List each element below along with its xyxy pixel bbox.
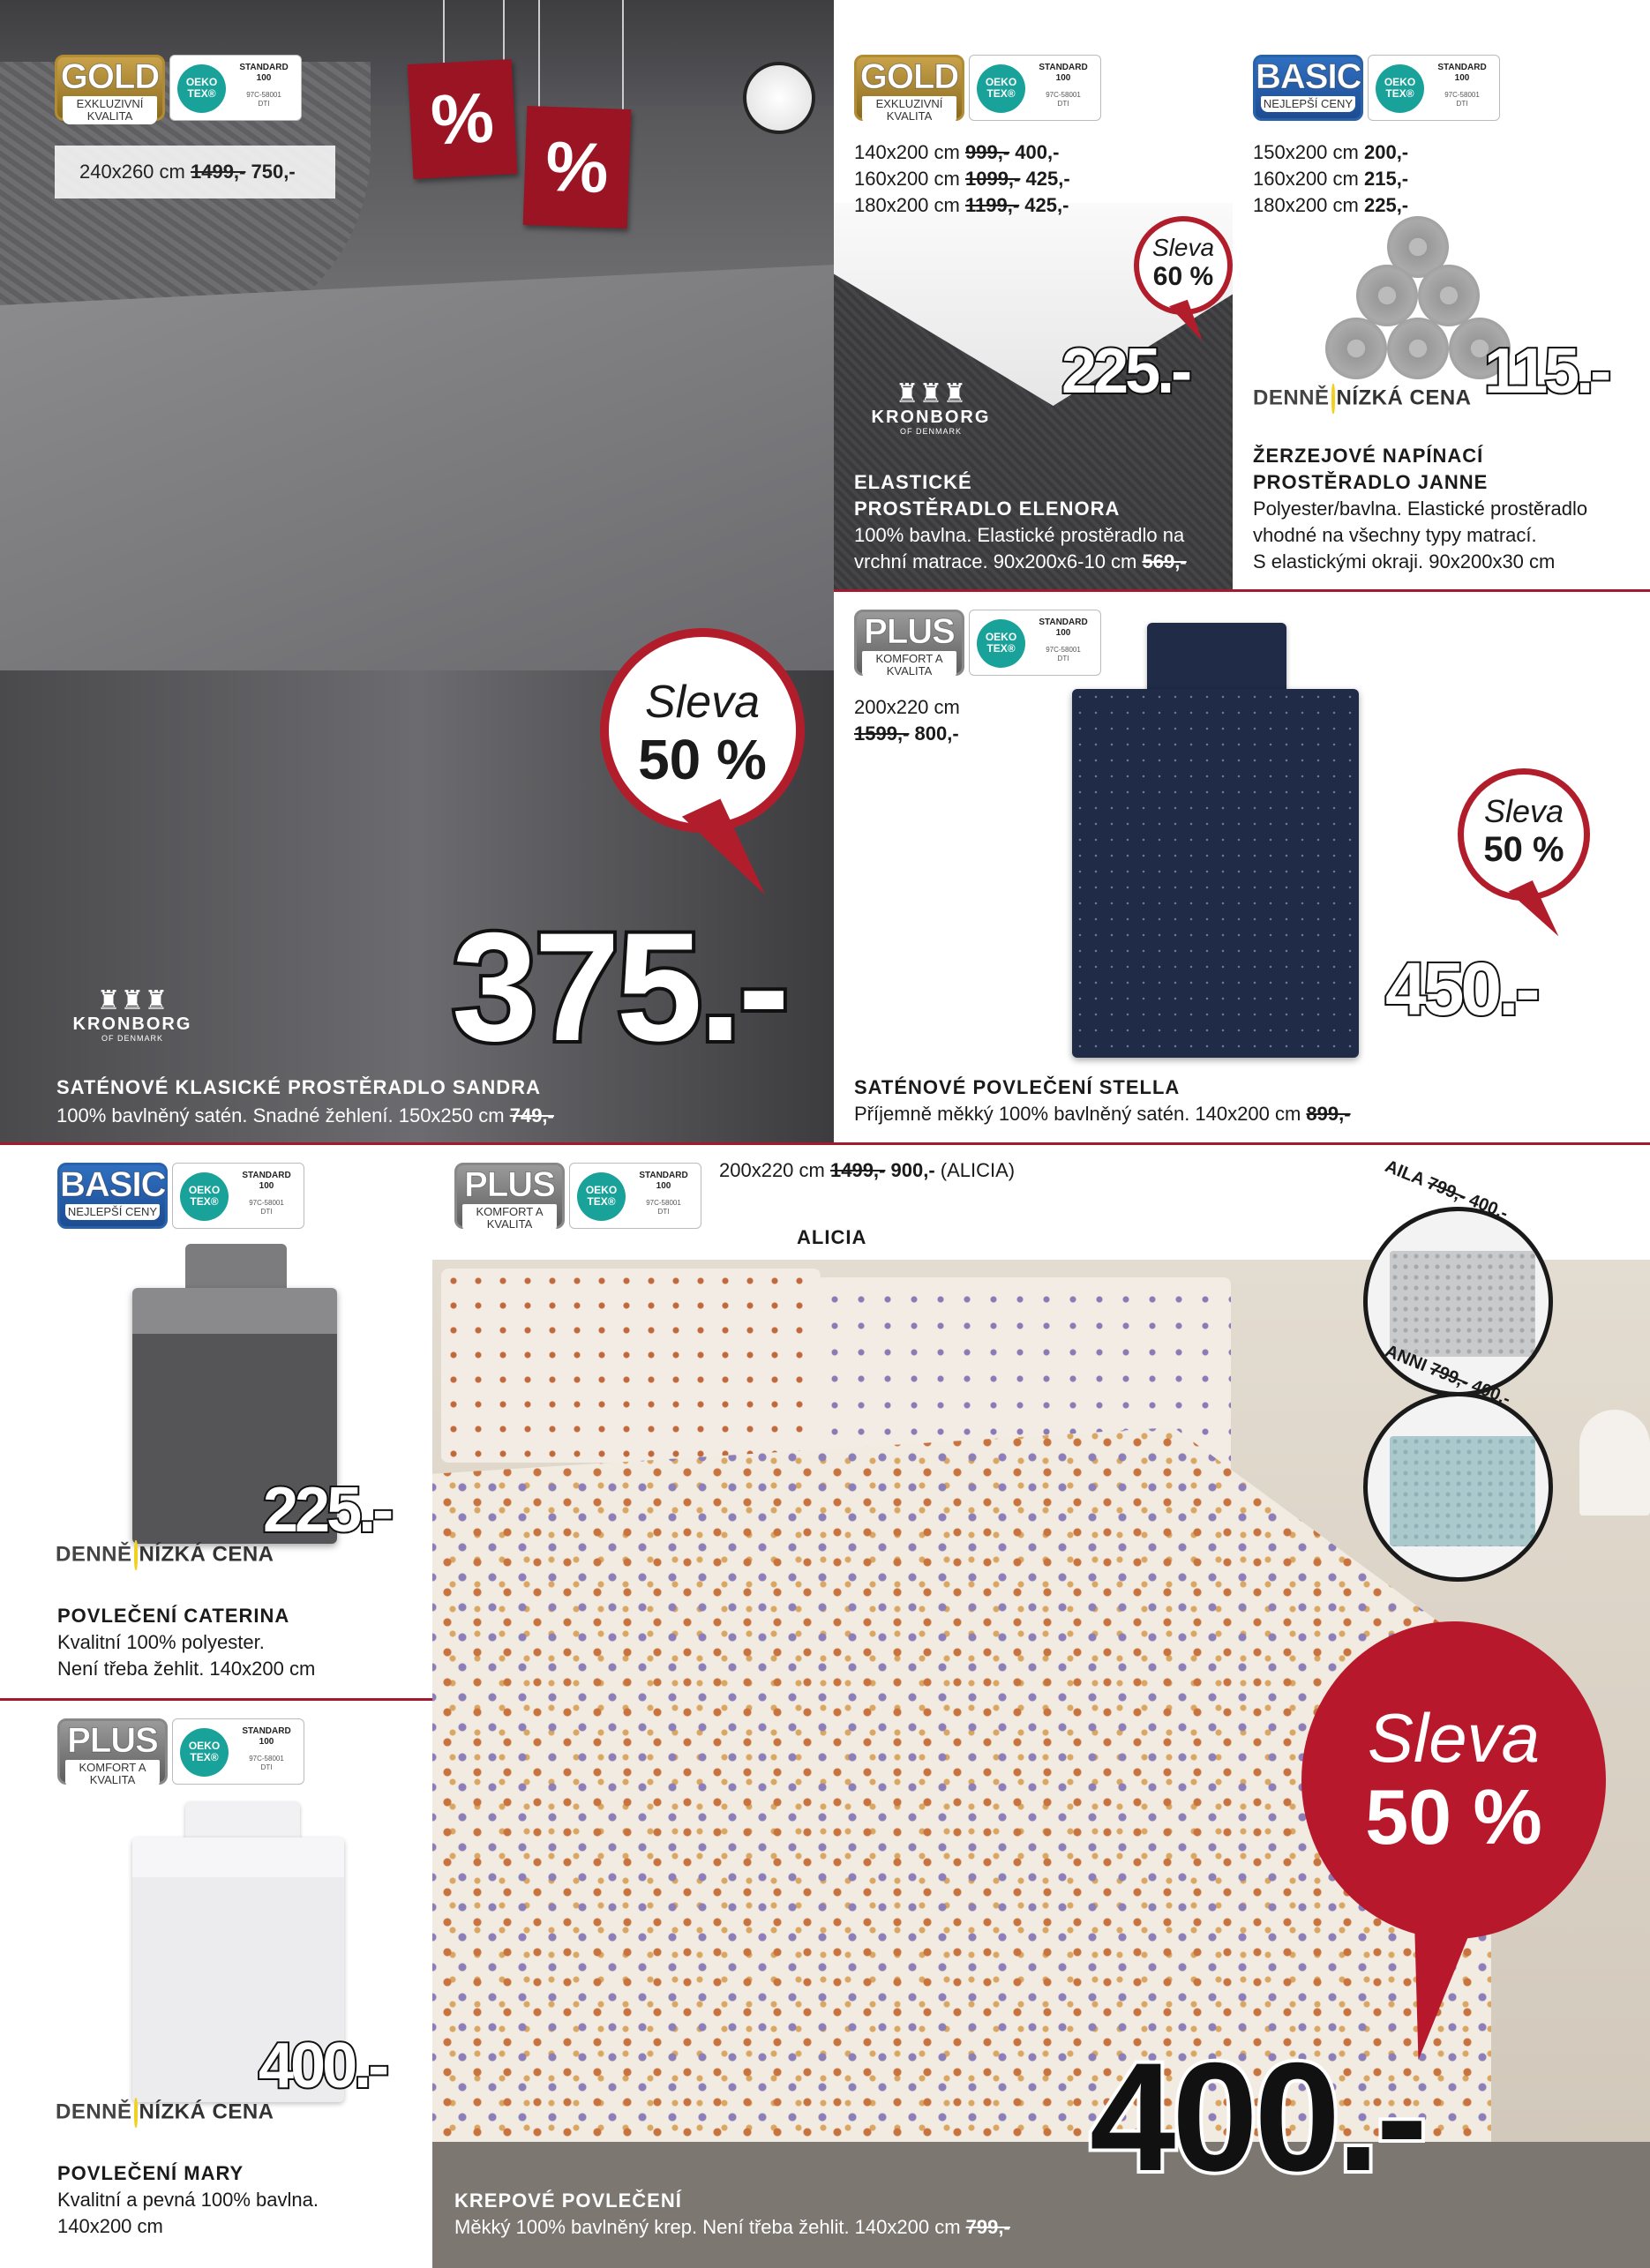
big-price: 225.-: [1061, 336, 1189, 407]
discount-bubble: Sleva 60 %: [1134, 216, 1233, 315]
size-price-row: 180x200 cm 225,-: [1253, 194, 1409, 216]
product-title: SATÉNOVÉ KLASICKÉ PROSTĚRADLO SANDRA: [56, 1076, 541, 1098]
size-price-row: 200x220 cm 1499,- 900,- (ALICIA): [719, 1159, 1016, 1181]
plus-quality-badge: PLUS KOMFORT A KVALITA: [454, 1163, 565, 1229]
yellow-arc-icon: [134, 2098, 138, 2128]
oeko-tex-logo-icon: OEKO TEX®: [180, 1728, 229, 1777]
old-price: 1599,-: [854, 722, 910, 745]
rolled-sheets-image: [1325, 216, 1511, 384]
anni-variant-circle: [1363, 1392, 1553, 1582]
aila-variant-circle: [1363, 1207, 1553, 1396]
oeko-tex-label: OEKO TEX® STANDARD 100 97C-58001 DTI: [1368, 55, 1500, 121]
size-price-row: 160x200 cm 1099,- 425,-: [854, 168, 1070, 190]
oeko-tex-label: OEKO TEX® STANDARD 100 97C-58001 DTI: [569, 1163, 701, 1229]
product-description: Není třeba žehlit. 140x200 cm: [57, 1658, 316, 1680]
size-text: 240x260 cm: [79, 161, 185, 183]
tag-string: [443, 0, 445, 64]
product-description: Kvalitní a pevná 100% bavlna.: [57, 2189, 319, 2211]
big-price: 400.-: [1090, 2032, 1424, 2204]
panel-stella: [834, 592, 1650, 1142]
denne-nizka-cena-logo: DENNĚ NÍZKÁ CENA: [56, 2098, 274, 2128]
denne-nizka-cena-logo: DENNĚ NÍZKÁ CENA: [56, 1540, 274, 1570]
product-description: 100% bavlněný satén. Snadné žehlení. 150x250 cm 749,-: [56, 1104, 554, 1127]
basic-quality-badge: BASIC NEJLEPŠÍ CENY: [1253, 55, 1363, 121]
oeko-tex-logo-icon: OEKO TEX®: [180, 1172, 229, 1221]
panel-janne: [1233, 0, 1650, 589]
oeko-tex-label: OEKO TEX® STANDARD 100 97C-58001 DTI: [969, 610, 1101, 676]
product-description: S elastickými okraji. 90x200x30 cm: [1253, 550, 1556, 573]
panel-alicia: [432, 1145, 1650, 2268]
product-description: Příjemně měkký 100% bavlněný satén. 140x200 cm 899,-: [854, 1103, 1351, 1125]
product-title: SATÉNOVÉ POVLEČENÍ STELLA: [854, 1076, 1181, 1098]
lamp-image: [1579, 1410, 1650, 1516]
oeko-tex-logo-icon: OEKO TEX®: [1376, 64, 1424, 113]
old-price: 1499,-: [829, 1159, 886, 1181]
anni-duvet-image: [1390, 1436, 1535, 1546]
kronborg-logo: ♜♜♜ KRONBORG OF DENMARK: [53, 988, 212, 1043]
new-price: 800,-: [914, 722, 959, 745]
denne-nizka-cena-logo: DENNĚ NÍZKÁ CENA: [1253, 384, 1472, 414]
plus-quality-badge: PLUS KOMFORT A KVALITA: [57, 1718, 168, 1785]
size-price-row: 180x200 cm 1199,- 425,-: [854, 194, 1069, 216]
old-price: 799,-: [965, 2216, 1010, 2238]
product-description: 100% bavlna. Elastické prostěradlo na: [854, 524, 1185, 546]
tag-string: [622, 0, 624, 115]
size-price-row: 150x200 cm 200,-: [1253, 141, 1409, 163]
percent-tag-icon: %: [523, 106, 632, 228]
panel-caterina: [0, 1145, 432, 1698]
panel-sandra: [0, 0, 834, 1142]
plus-quality-badge: PLUS KOMFORT A KVALITA: [854, 610, 964, 676]
big-price: 225.-: [263, 1475, 391, 1546]
discount-bubble: Sleva 50 %: [600, 628, 805, 833]
old-price: 899,-: [1306, 1103, 1351, 1125]
big-price: 450.-: [1385, 947, 1537, 1030]
oeko-tex-label: OEKO TEX® STANDARD 100 97C-58001 DTI: [169, 55, 302, 121]
gold-quality-badge: GOLD EXKLUZIVNÍ KVALITA: [854, 55, 964, 121]
product-description: vrchní matrace. 90x200x6-10 cm 569,-: [854, 550, 1187, 573]
basic-quality-badge: BASIC NEJLEPŠÍ CENY: [57, 1163, 168, 1229]
yellow-arc-icon: [134, 1540, 138, 1570]
oeko-tex-logo-icon: OEKO TEX®: [177, 64, 226, 113]
product-description: Měkký 100% bavlněný krep. Není třeba žehlit. 140x200 cm 799,-: [454, 2216, 1010, 2238]
product-title: KREPOVÉ POVLEČENÍ: [454, 2189, 682, 2212]
castle-icon: ♜♜♜: [895, 379, 967, 408]
floral-pillow-image: [441, 1269, 821, 1463]
old-price: 569,-: [1142, 550, 1187, 573]
oeko-tex-logo-icon: OEKO TEX®: [977, 619, 1025, 668]
size-text: 200x220 cm: [854, 696, 960, 718]
old-price: 1499,-: [190, 161, 246, 183]
oeko-tex-label: OEKO TEX® STANDARD 100 97C-58001 DTI: [969, 55, 1101, 121]
kronborg-logo: ♜♜♜ KRONBORG OF DENMARK: [851, 381, 1010, 436]
oeko-tex-logo-icon: OEKO TEX®: [577, 1172, 626, 1221]
big-price: 400.-: [259, 2031, 386, 2101]
oeko-tex-label: OEKO TEX® STANDARD 100 97C-58001 DTI: [172, 1718, 304, 1785]
discount-bubble: Sleva 50 %: [1301, 1621, 1606, 1939]
tag-string: [503, 0, 505, 64]
product-title: POVLEČENÍ CATERINA: [57, 1605, 290, 1627]
price-row: [854, 721, 959, 747]
discount-bubble: Sleva 50 %: [1458, 768, 1590, 901]
product-description: 140x200 cm: [57, 2215, 163, 2237]
price-box: [55, 146, 335, 198]
new-price: 900,-: [890, 1159, 935, 1181]
panel-mary: [0, 1701, 432, 2268]
product-title: PROSTĚRADLO ELENORA: [854, 498, 1121, 520]
big-price: 375.-: [452, 902, 786, 1074]
product-title: ELASTICKÉ: [854, 471, 972, 493]
oeko-tex-label: OEKO TEX® STANDARD 100 97C-58001 DTI: [172, 1163, 304, 1229]
old-price: 749,-: [509, 1104, 554, 1127]
anni-price-label: ANNI 799,- 400,-: [1382, 1341, 1514, 1410]
product-description: vhodné na všechny typy matrací.: [1253, 524, 1537, 546]
tag-string: [538, 0, 540, 115]
gold-quality-badge: GOLD EXKLUZIVNÍ KVALITA: [55, 55, 165, 121]
product-description: Kvalitní 100% polyester.: [57, 1631, 265, 1653]
size-price-row: 140x200 cm 999,- 400,-: [854, 141, 1060, 163]
castle-icon: ♜♜♜: [96, 986, 169, 1015]
oeko-tex-logo-icon: OEKO TEX®: [977, 64, 1025, 113]
product-description: Polyester/bavlna. Elastické prostěradlo: [1253, 498, 1588, 520]
product-title: POVLEČENÍ MARY: [57, 2162, 244, 2184]
navy-duvet-image: [1072, 689, 1359, 1058]
size-price-row: 160x200 cm 215,-: [1253, 168, 1409, 190]
new-price: 750,-: [251, 161, 296, 183]
big-price: 115.-: [1484, 336, 1609, 407]
product-title: ŽERZEJOVÉ NAPÍNACÍ: [1253, 445, 1484, 467]
round-mirror-image: [743, 62, 815, 134]
aila-price-label: AILA 799,- 400,-: [1382, 1156, 1511, 1224]
panel-elenora: [834, 0, 1233, 589]
percent-tag-icon: %: [408, 59, 518, 179]
product-title: PROSTĚRADLO JANNE: [1253, 471, 1489, 493]
yellow-arc-icon: [1331, 384, 1335, 414]
variant-label: ALICIA: [797, 1226, 867, 1248]
aila-duvet-image: [1390, 1251, 1535, 1357]
sheet-top-image: [0, 265, 834, 670]
